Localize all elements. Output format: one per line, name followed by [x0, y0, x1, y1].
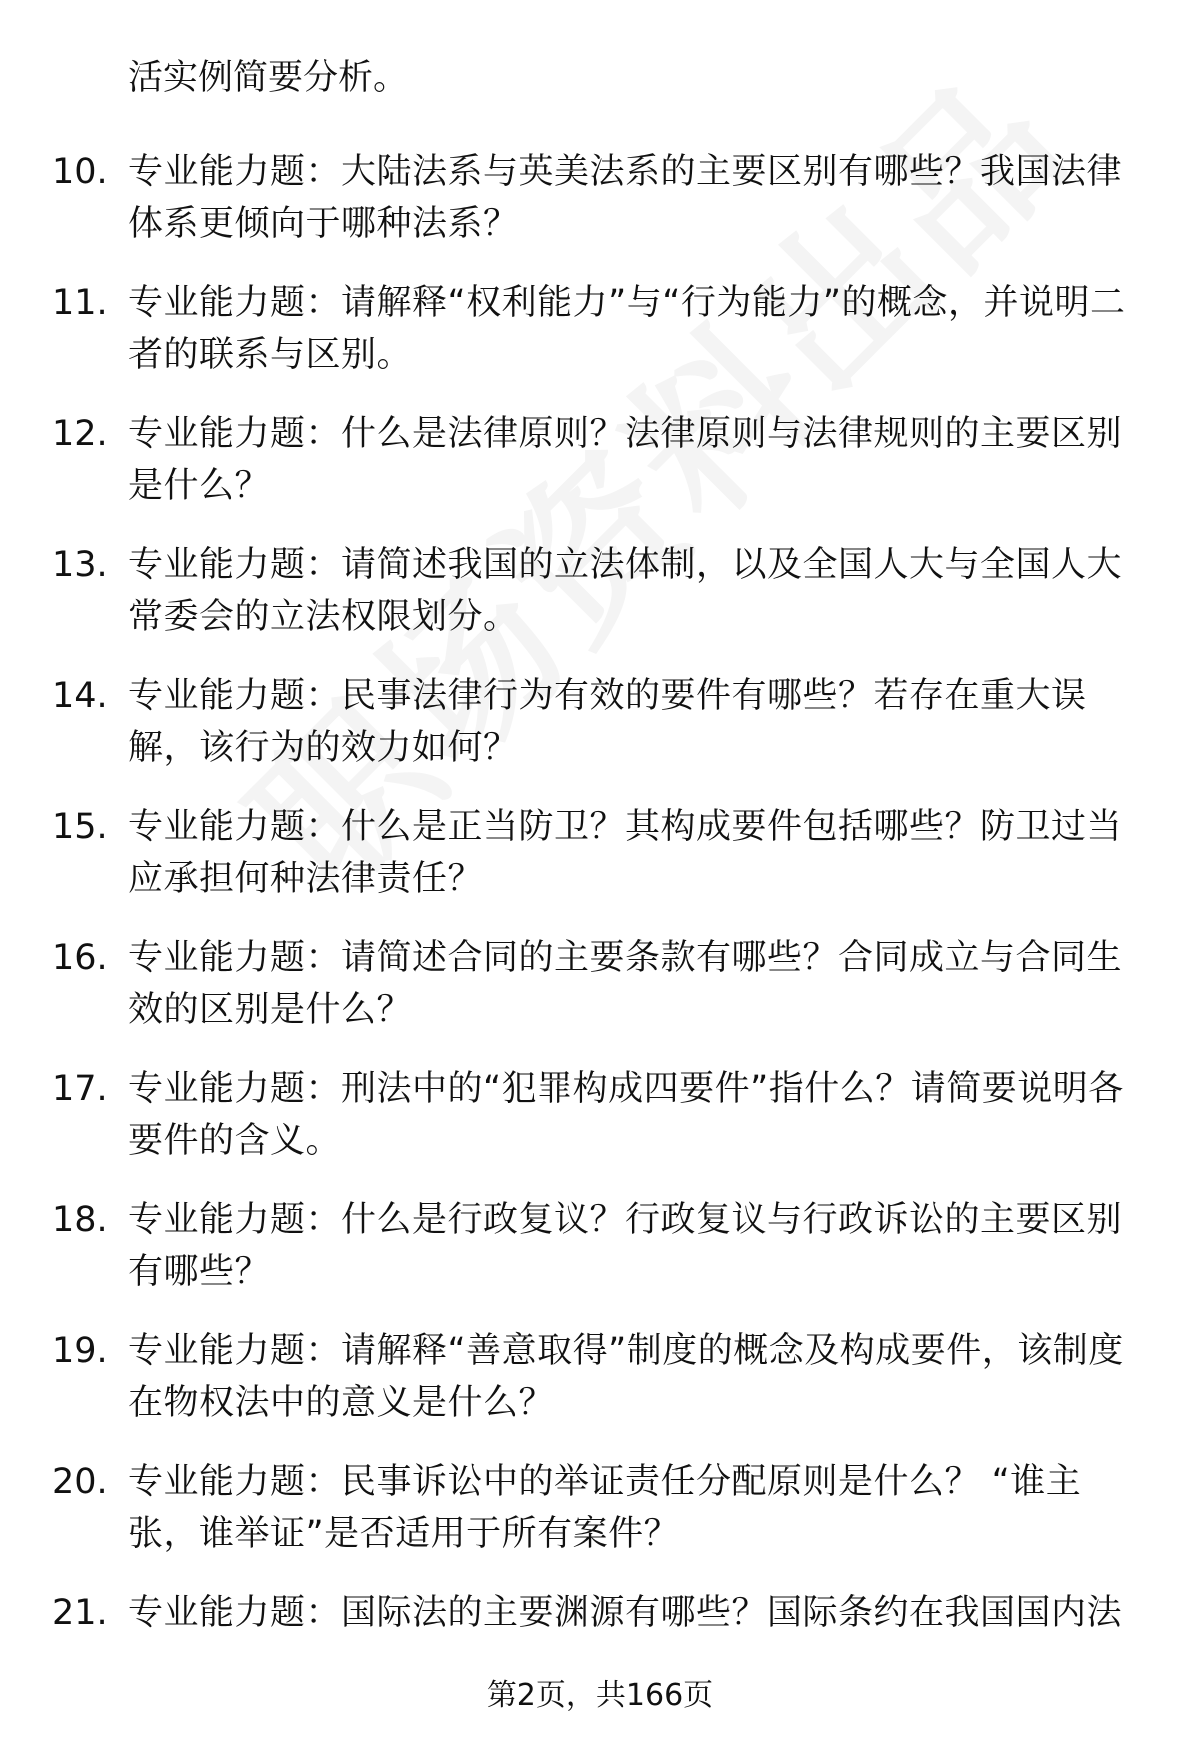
- question-number: 14.: [52, 676, 108, 716]
- question-list: [0, 146, 1200, 1718]
- question-text: 专业能力题：国际法的主要渊源有哪些？国际条约在我国国内法: [128, 1593, 1123, 1633]
- question-number: 19.: [52, 1331, 108, 1371]
- list-item: [0, 1325, 1200, 1456]
- question-text: 专业能力题：请简述合同的主要条款有哪些？合同成立与合同生效的区别是什么？: [128, 938, 1123, 1030]
- question-number: 13.: [52, 545, 108, 585]
- list-item: [0, 801, 1200, 932]
- list-item: [0, 539, 1200, 670]
- question-text: 专业能力题：大陆法系与英美法系的主要区别有哪些？我国法律体系更倾向于哪种法系？: [128, 152, 1123, 244]
- question-text: 专业能力题：什么是行政复议？行政复议与行政诉讼的主要区别有哪些？: [128, 1200, 1123, 1292]
- list-item: [0, 1456, 1200, 1587]
- question-number: 18.: [52, 1200, 108, 1240]
- question-number: 12.: [52, 414, 108, 454]
- question-text: 专业能力题：民事法律行为有效的要件有哪些？若存在重大误解，该行为的效力如何？: [128, 676, 1087, 768]
- continuation-text: 活实例简要分析。: [128, 58, 409, 98]
- list-item: [0, 146, 1200, 277]
- list-item: [0, 932, 1200, 1063]
- page-footer: 第2页，共166页: [486, 1678, 714, 1713]
- question-text: 专业能力题：民事诉讼中的举证责任分配原则是什么？ “谁主张，谁举证”是否适用于所有案件？: [128, 1462, 1082, 1554]
- question-number: 10.: [52, 152, 108, 192]
- list-item: [0, 408, 1200, 539]
- question-number: 20.: [52, 1462, 108, 1502]
- question-number: 16.: [52, 938, 108, 978]
- question-text: 专业能力题：什么是法律原则？法律原则与法律规则的主要区别是什么？: [128, 414, 1123, 506]
- list-item: [0, 670, 1200, 801]
- question-text: 专业能力题：请解释“善意取得”制度的概念及构成要件，该制度在物权法中的意义是什么？: [128, 1331, 1124, 1423]
- question-text: 专业能力题：什么是正当防卫？其构成要件包括哪些？防卫过当应承担何种法律责任？: [128, 807, 1123, 899]
- question-number: 17.: [52, 1069, 108, 1109]
- list-item: [0, 1194, 1200, 1325]
- list-item: [0, 1063, 1200, 1194]
- list-item: [0, 277, 1200, 408]
- question-number: 15.: [52, 807, 108, 847]
- question-number: 11.: [52, 283, 108, 323]
- question-text: 专业能力题：请解释“权利能力”与“行为能力”的概念，并说明二者的联系与区别。: [128, 283, 1126, 375]
- question-text: 专业能力题：刑法中的“犯罪构成四要件”指什么？请简要说明各要件的含义。: [128, 1069, 1124, 1161]
- question-number: 21.: [52, 1593, 108, 1633]
- question-text: 专业能力题：请简述我国的立法体制，以及全国人大与全国人大常委会的立法权限划分。: [128, 545, 1123, 637]
